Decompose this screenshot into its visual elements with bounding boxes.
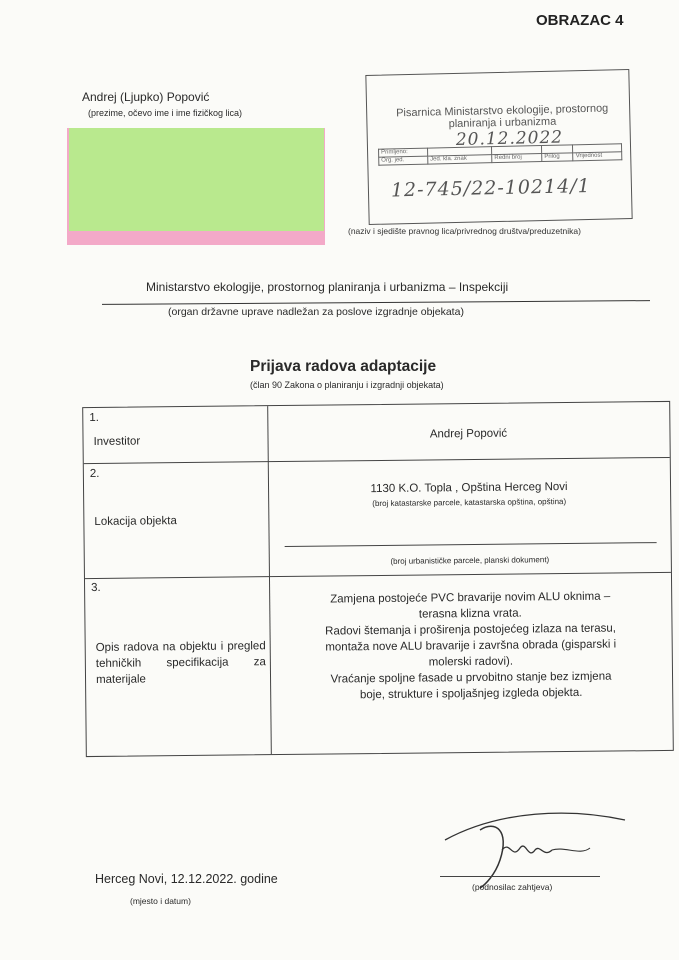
document-title: Prijava radova adaptacije — [250, 358, 437, 375]
works-line: Vraćanje spoljne fasade u prvobitno stanje bez izmjena — [330, 670, 612, 686]
investor-value: Andrej Popović — [429, 427, 508, 441]
works-line: Zamjena postojeće PVC bravarije novim ALU oknima – — [330, 590, 611, 606]
table-column-divider — [267, 406, 272, 754]
ministry-note: (organ državne uprave nadležan za poslove izgradnje objekata) — [168, 306, 464, 318]
ministry-name: Ministarstvo ekologije, prostornog planiranja i urbanizma – Inspekciji — [146, 280, 509, 294]
stamp-grid — [378, 143, 622, 166]
works-line: Radovi štemanja i proširenja postojećeg izlaza na terasu, — [325, 622, 617, 638]
works-description — [275, 588, 666, 704]
signature-line — [440, 876, 600, 877]
place-and-date: Herceg Novi, 12.12.2022. godine — [95, 872, 278, 886]
stamp-col-attachment: Prilog — [542, 153, 574, 162]
row-divider — [84, 457, 670, 464]
applicant-name: Andrej (Ljupko) Popović — [82, 90, 210, 104]
works-line: terasna klizna vrata. — [418, 607, 522, 621]
stamp-title-line2: planiranja i urbanizma — [448, 115, 557, 131]
row2-label: Lokacija objekta — [94, 515, 177, 528]
document-subtitle: (član 90 Zakona o planiranju i izgradnji objekata) — [250, 380, 444, 390]
row3-label: Opis radova na objektu i pregled tehničkih specifikacija za materijale — [95, 640, 266, 686]
row1-number: 1. — [89, 411, 99, 425]
stamp-title-line1: Pisarnica Ministarstvo ekologije, prostornog — [395, 102, 609, 120]
location-value: 1130 K.O. Topla , Opština Herceg Novi — [370, 481, 568, 496]
row1-label: Investitor — [93, 435, 141, 448]
location-note-urban: (broj urbanističke parcele, planski dokument) — [390, 555, 550, 566]
signatory-note: (podnosilac zahtjeva) — [472, 882, 553, 892]
row3-number: 3. — [91, 581, 101, 595]
works-line: boje, strukture i spoljašnjeg izgleda objekta. — [359, 686, 583, 702]
location-note-cadastral: (broj katastarske parcele, katastarska opština, opština) — [372, 497, 567, 509]
registry-stamp — [365, 69, 632, 225]
redaction-sticker-green — [69, 128, 324, 231]
stamp-registry-numbers: 12-745/22-10214/1 — [390, 174, 591, 202]
stamp-col-class: Jed. kla. znak — [428, 155, 492, 164]
row2-number: 2. — [89, 467, 100, 481]
works-line: montaža nove ALU bravarije i završna obrada (gisparski i — [325, 638, 617, 654]
application-table — [82, 401, 674, 757]
stamp-col-org: Org. jed. — [379, 156, 428, 165]
ministry-underline — [102, 300, 650, 305]
stamp-date: 20.12.2022 — [455, 127, 564, 150]
place-date-note: (mjesto i datum) — [130, 896, 191, 906]
row-divider — [85, 572, 671, 579]
stamp-header-received: Primljeno: — [379, 148, 428, 157]
organization-note: (naziv i sjedište pravnog lica/privrednog društva/preduzetnika) — [348, 226, 581, 236]
urban-parcel-line — [285, 542, 657, 547]
form-number: OBRAZAC 4 — [536, 12, 624, 29]
stamp-title — [377, 102, 627, 132]
applicant-note: (prezime, očevo ime i ime fizičkog lica) — [88, 108, 243, 118]
stamp-col-value: Vrijednost — [573, 152, 622, 161]
works-line: molerski radovi). — [428, 655, 514, 669]
stamp-col-number: Redni broj — [492, 154, 542, 163]
